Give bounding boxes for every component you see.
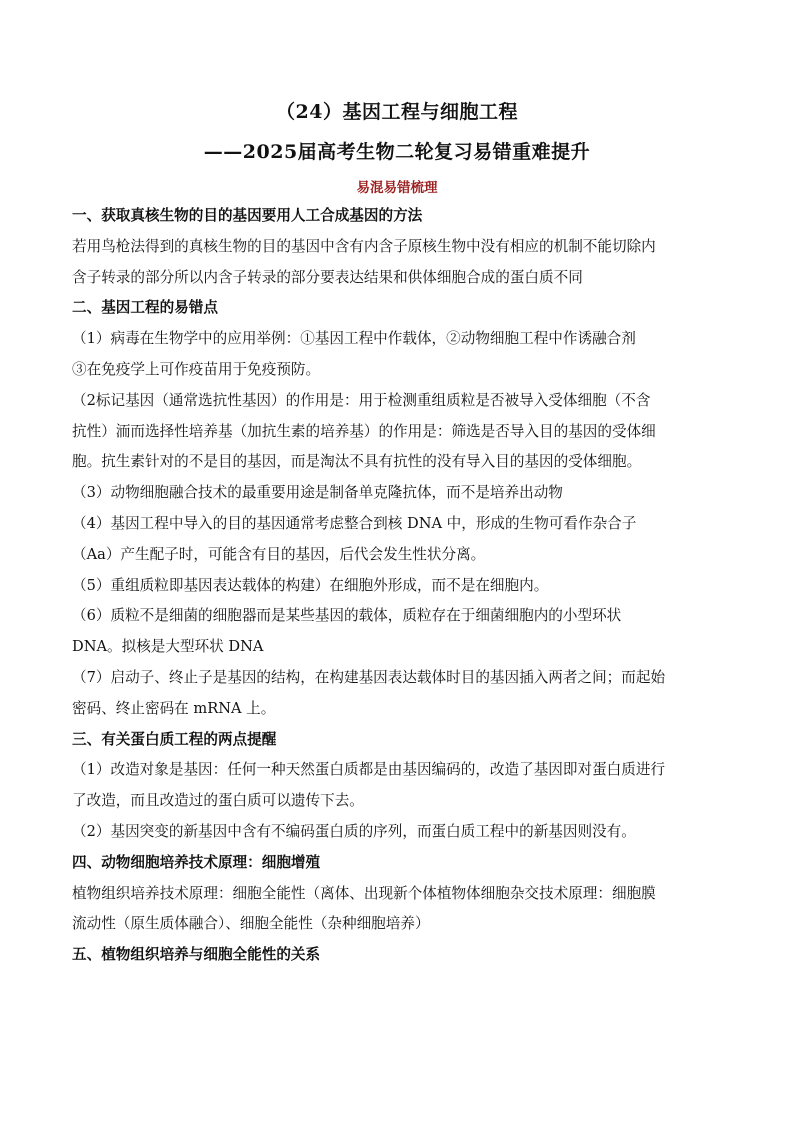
- heading-1: 一、获取真核生物的目的基因要用人工合成基因的方法: [72, 207, 423, 224]
- paragraph-line: （1）病毒在生物学中的应用举例：①基因工程中作载体，②动物细胞工程中作诱融合剂: [72, 330, 636, 348]
- paragraph-line: （6）质粒不是细菌的细胞器而是某些基因的载体，质粒存在于细菌细胞内的小型环状: [72, 607, 622, 625]
- paragraph-line: （2标记基因（通常选抗性基因）的作用是：用于检测重组质粒是否被导入受体细胞（不含: [72, 391, 651, 409]
- paragraph-line: 含子转录的部分所以内含子转录的部分要表达结果和供体细胞合成的蛋白质不同: [72, 268, 583, 286]
- document-body: [72, 201, 724, 971]
- paragraph-line: ③在免疫学上可作疫苗用于免疫预防。: [72, 360, 321, 378]
- paragraph-line: 若用鸟枪法得到的真核生物的目的基因中含有内含子原核生物中没有相应的机制不能切除内: [72, 237, 656, 255]
- paragraph-line: 了改造，而且改造过的蛋白质可以遗传下去。: [72, 792, 364, 810]
- section-subtitle: 易混易错梳理: [356, 180, 438, 196]
- paragraph-line: （3）动物细胞融合技术的最重要用途是制备单克隆抗体，而不是培养出动物: [72, 484, 563, 502]
- paragraph-line: （Aa）产生配子时，可能含有目的基因，后代会发生性状分离。: [72, 545, 486, 563]
- paragraph-line: 密码、终止密码在 mRNA 上。: [72, 699, 276, 717]
- paragraph-line: 胞。抗生素针对的不是目的基因，而是淘汰不具有抗性的没有导入目的基因的受体细胞。: [72, 453, 642, 471]
- paragraph-line: 抗性）洏而选择性培养基（加抗生素的培养基）的作用是：筛选是否导入目的基因的受体细: [72, 422, 656, 440]
- paragraph-line: 植物组织培养技术原理：细胞全能性（离体、出现新个体植物体细胞杂交技术原理：细胞膜: [72, 884, 656, 902]
- document-title: （24）基因工程与细胞工程: [276, 101, 518, 123]
- paragraph-line: （1）改造对象是基因：任何一种天然蛋白质都是由基因编码的，改造了基因即对蛋白质进行: [72, 761, 666, 779]
- heading-4: 四、动物细胞培养技术原理：细胞增殖: [72, 853, 321, 871]
- heading-5: 五、植物组织培养与细胞全能性的关系: [72, 946, 321, 964]
- paragraph-line: 流动性（原生质体融合）、细胞全能性（杂种细胞培养）: [72, 915, 430, 933]
- heading-3: 三、有关蛋白质工程的两点提醒: [72, 730, 277, 748]
- paragraph-line: （2）基因突变的新基因中含有不编码蛋白质的序列，而蛋白质工程中的新基因则没有。: [72, 822, 636, 840]
- document-title-subline: ——2025届高考生物二轮复习易错重难提升: [203, 141, 591, 163]
- paragraph-line: （5）重组质粒即基因表达载体的构建）在细胞外形成，而不是在细胞内。: [72, 576, 549, 594]
- paragraph-line: （4）基因工程中导入的目的基因通常考虑整合到核 DNA 中，形成的生物可看作杂合子: [72, 514, 637, 532]
- heading-2: 二、基因工程的易错点: [72, 299, 218, 317]
- paragraph-line: （7）启动子、终止子是基因的结构，在构建基因表达载体时目的基因插入两者之间；而起始: [72, 668, 666, 686]
- paragraph-line: DNA。拟核是大型环状 DNA: [72, 638, 264, 656]
